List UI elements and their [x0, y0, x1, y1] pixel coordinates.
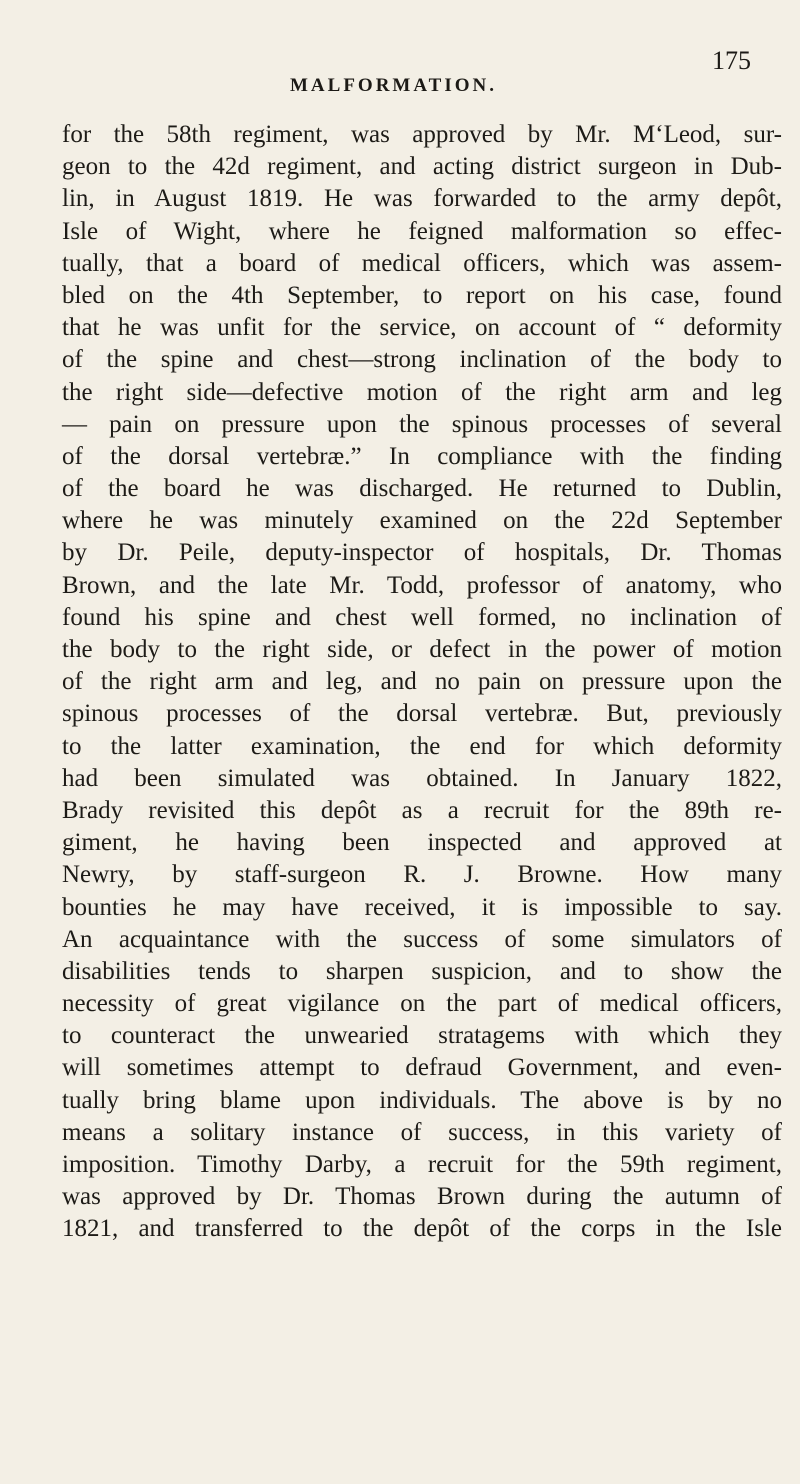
text-line: found his spine and chest well formed, no inclination of: [62, 603, 782, 631]
text-line: spinous processes of the dorsal vertebræ. But, previously: [62, 700, 782, 728]
text-line: for the 58th regiment, was approved by Mr. M‘Leod, sur-: [62, 121, 782, 148]
text-line: lin, in August 1819. He was forwarded to the army depôt,: [62, 185, 782, 213]
text-line: will sometimes attempt to defraud Government, and even-: [62, 1054, 782, 1082]
text-line: bounties he may have received, it is impossible to say.: [62, 893, 782, 921]
text-line: of the board he was discharged. He returned to Dublin,: [62, 475, 782, 503]
text-line: necessity of great vigilance on the part of medical officers,: [62, 990, 782, 1018]
text-line: bled on the 4th September, to report on his case, found: [62, 281, 782, 309]
text-line: of the right arm and leg, and no pain on pressure upon the: [62, 668, 782, 696]
text-line: to the latter examination, the end for which deformity: [62, 732, 782, 760]
text-line: means a solitary instance of success, in this variety of: [62, 1118, 782, 1146]
text-line: by Dr. Peile, deputy-inspector of hospitals, Dr. Thomas: [62, 539, 782, 567]
text-line: was approved by Dr. Thomas Brown during the autumn of: [62, 1183, 782, 1211]
text-line: the body to the right side, or defect in the power of motion: [62, 636, 782, 663]
text-line: that he was unfit for the service, on account of “ deformity: [62, 314, 782, 342]
text-line: tually bring blame upon individuals. The above is by no: [62, 1086, 782, 1114]
text-line: Brady revisited this depôt as a recruit for the 89th re-: [62, 796, 782, 824]
page-number: 175: [712, 46, 751, 75]
text-line: Brown, and the late Mr. Todd, professor of anatomy, who: [62, 571, 782, 599]
running-title: MALFORMATION.: [290, 75, 497, 96]
text-line: the right side—defective motion of the right arm and leg: [62, 378, 782, 406]
text-line: tually, that a board of medical officers, which was assem-: [62, 249, 782, 277]
text-line: where he was minutely examined on the 22d September: [62, 507, 782, 535]
text-line: Isle of Wight, where he feigned malformation so effec-: [62, 217, 782, 245]
text-line: — pain on pressure upon the spinous processes of several: [62, 410, 782, 438]
text-line: 1821, and transferred to the depôt of the corps in the Isle: [62, 1215, 782, 1243]
text-line: An acquaintance with the success of some simulators of: [62, 925, 782, 953]
text-line: geon to the 42d regiment, and acting district surgeon in Dub-: [62, 153, 782, 181]
text-line: giment, he having been inspected and approved at: [62, 829, 782, 857]
text-line: disabilities tends to sharpen suspicion, and to show the: [62, 957, 782, 985]
text-line: imposition. Timothy Darby, a recruit for the 59th regiment,: [62, 1151, 782, 1178]
text-line: to counteract the unwearied stratagems with which they: [62, 1022, 782, 1050]
text-line: had been simulated was obtained. In January 1822,: [62, 764, 782, 792]
text-line: of the spine and chest—strong inclination of the body to: [62, 346, 782, 374]
body-text: [62, 119, 782, 1246]
text-line: Newry, by staff-surgeon R. J. Browne. How many: [62, 861, 782, 889]
text-line: of the dorsal vertebræ.” In compliance with the finding: [62, 442, 782, 470]
